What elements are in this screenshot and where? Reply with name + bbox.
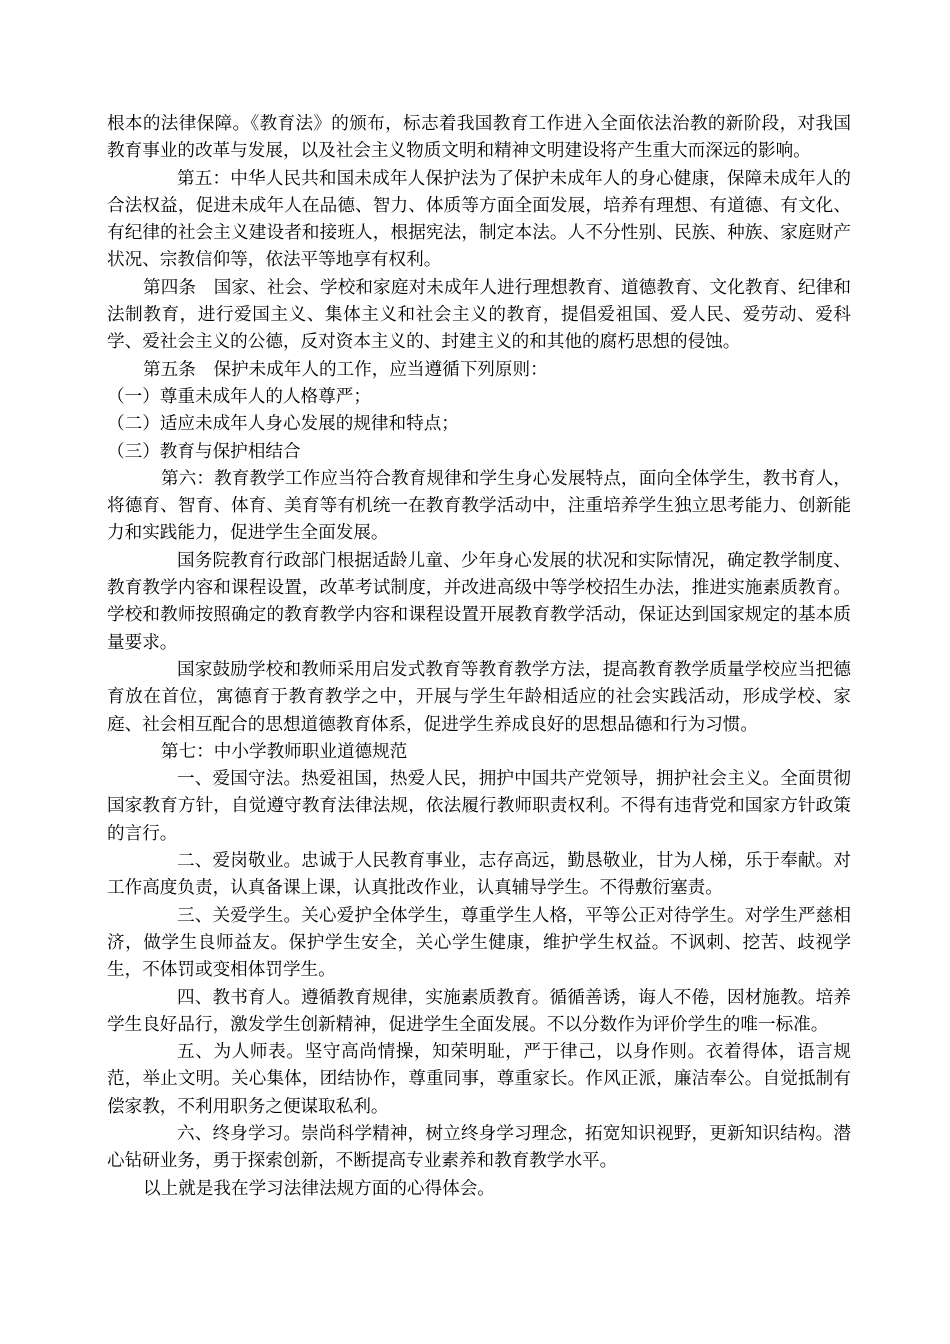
ethics-item-patriotism: 一、爱国守法。热爱祖国，热爱人民，拥护中国共产党领导，拥护社会主义。全面贯彻国家教育方针，自觉遵守教育法律法规，依法履行教师职责权利。不得有违背党和国家方针政策的言行。	[107, 769, 851, 844]
paragraph-conclusion: 以上就是我在学习法律法规方面的心得体会。	[143, 1178, 495, 1199]
paragraph-section-six: 第六：教育教学工作应当符合教育规律和学生身心发展特点，面向全体学生，教书育人，将德育、智育、体育、美育等有机统一在教育教学活动中，注重培养学生独立思考能力、创新能力和实践能力，促进学生全面发展。	[107, 468, 851, 544]
paragraph-teaching-methods: 国家鼓励学校和教师采用启发式教育等教育教学方法，提高教育教学质量学校应当把德育放在首位，寓德育于教育教学之中，开展与学生年龄相适应的社会实践活动，形成学校、家庭、社会相互配合的思想道德教育体系，促进学生养成良好的思想品德和行为习惯。	[107, 659, 851, 735]
principle-item-two: （二）适应未成年人身心发展的规律和特点；	[107, 414, 459, 435]
paragraph-article-four: 第四条 国家、社会、学校和家庭对未成年人进行理想教育、道德教育、文化教育、纪律和法制教育，进行爱国主义、集体主义和社会主义的教育，提倡爱祖国、爱人民、爱劳动、爱科学、爱社会主义的公德，反对资本主义的、封建主义的和其他的腐朽思想的侵蚀。	[107, 277, 851, 353]
paragraph-article-five: 第五条 保护未成年人的工作，应当遵循下列原则：	[143, 359, 548, 380]
paragraph-minor-protection-law: 第五：中华人民共和国未成年人保护法为了保护未成年人的身心健康，保障未成年人的合法权益，促进未成年人在品德、智力、体质等方面全面发展，培养有理想、有道德、有文化、有纪律的社会主义建设者和接班人，根据宪法，制定本法。人不分性别、民族、种族、家庭财产状况、宗教信仰等，依法平等地享有权利。	[107, 168, 851, 271]
principle-item-one: （一）尊重未成年人的人格尊严；	[107, 386, 371, 407]
ethics-item-teaching: 四、教书育人。遵循教育规律，实施素质教育。循循善诱，诲人不倦，因材施教。培养学生良好品行，激发学生创新精神，促进学生全面发展。不以分数作为评价学生的唯一标准。	[107, 987, 851, 1035]
ethics-item-role-model: 五、为人师表。坚守高尚情操，知荣明耻，严于律己，以身作则。衣着得体，语言规范，举止文明。关心集体，团结协作，尊重同事，尊重家长。作风正派，廉洁奉公。自觉抵制有偿家教，不利用职务之便谋取私利。	[107, 1042, 851, 1117]
principle-item-three: （三）教育与保护相结合	[107, 441, 301, 462]
paragraph-education-law-significance: 根本的法律保障。《教育法》的颁布，标志着我国教育工作进入全面依法治教的新阶段，对我国教育事业的改革与发展，以及社会主义物质文明和精神文明建设将产生重大而深远的影响。	[107, 114, 851, 162]
paragraph-state-council: 国务院教育行政部门根据适龄儿童、少年身心发展的状况和实际情况，确定教学制度、教育教学内容和课程设置，改革考试制度，并改进高级中等学校招生办法，推进实施素质教育。学校和教师按照确定的教育教学内容和课程设置开展教育教学活动，保证达到国家规定的基本质量要求。	[107, 550, 851, 653]
ethics-item-dedication: 二、爱岗敬业。忠诚于人民教育事业，志存高远，勤恳敬业，甘为人梯，乐于奉献。对工作高度负责，认真备课上课，认真批改作业，认真辅导学生。不得敷衍塞责。	[107, 851, 851, 899]
document-body	[107, 111, 851, 1203]
ethics-item-lifelong-learning: 六、终身学习。崇尚科学精神，树立终身学习理念，拓宽知识视野，更新知识结构。潜心钻研业务，勇于探索创新，不断提高专业素养和教育教学水平。	[107, 1123, 851, 1172]
ethics-item-care-for-students: 三、关爱学生。关心爱护全体学生，尊重学生人格，平等公正对待学生。对学生严慈相济，做学生良师益友。保护学生安全，关心学生健康，维护学生权益。不讽刺、挖苦、歧视学生，不体罚或变相体罚学生。	[107, 905, 851, 981]
section-heading-teacher-ethics: 第七：中小学教师职业道德规范	[161, 741, 408, 762]
